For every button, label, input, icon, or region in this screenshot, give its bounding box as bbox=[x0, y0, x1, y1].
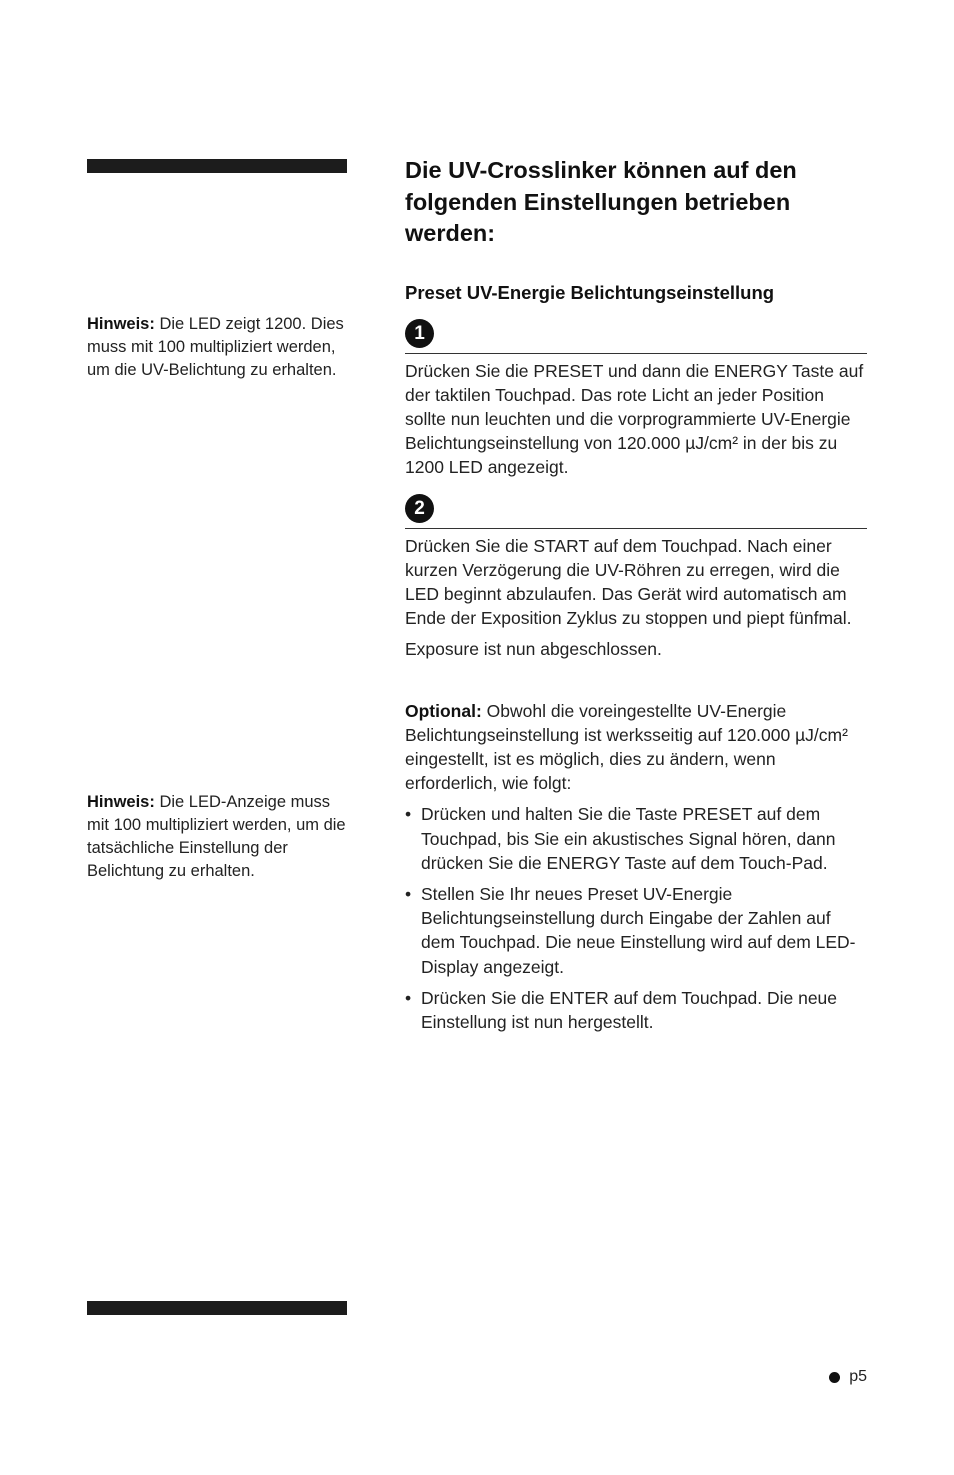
bottom-divider-bar bbox=[87, 1301, 347, 1315]
page-footer bbox=[829, 1366, 867, 1388]
completion-text: Exposure ist nun abgeschlossen. bbox=[405, 639, 662, 660]
bullet-icon: • bbox=[405, 883, 412, 904]
step-1-text: Drücken Sie die PRESET und dann die ENERGY Taste auf der taktilen Touchpad. Das rote Licht an jeder Position sollte nun leuchten und die vorprogrammierte UV-Energie Belichtungseinstellung von 120.000 µJ/cm² in der bis zu 1200 LED angezeigt. bbox=[405, 360, 864, 478]
list-item bbox=[405, 882, 867, 979]
bullet-icon: • bbox=[405, 804, 412, 825]
note-1-label: Hinweis: bbox=[87, 315, 155, 333]
step-1-number-icon: 1 bbox=[405, 319, 434, 348]
page-number: p5 bbox=[849, 1368, 867, 1385]
section-subtitle: Preset UV-Energie Belichtungseinstellung bbox=[405, 281, 775, 303]
optional-label: Optional: bbox=[405, 700, 482, 721]
note-2-label: Hinweis: bbox=[87, 793, 155, 811]
sidebar-note-1 bbox=[87, 313, 349, 382]
optional-paragraph bbox=[405, 699, 867, 796]
list-item bbox=[405, 986, 867, 1034]
main-content bbox=[405, 155, 867, 1041]
step-2-header bbox=[405, 494, 867, 529]
instructions-list bbox=[405, 802, 867, 1034]
sidebar-note-2 bbox=[87, 791, 349, 883]
list-item-text: Drücken und halten Sie die Taste PRESET auf dem Touchpad, bis Sie ein akustisches Signal hören, dann drücken Sie die ENERGY Taste auf dem Touch-Pad. bbox=[421, 804, 836, 873]
note-1-text: Die LED zeigt 1200. Dies muss mit 100 multipliziert werden, um die UV-Belichtung zu erhalten. bbox=[87, 315, 344, 379]
optional-text: Obwohl die voreingestellte UV-Energie Belichtungseinstellung ist werksseitig auf 120.000 µJ/cm² eingestellt, ist es möglich, dies zu ändern, wenn erforderlich, wie folgt: bbox=[405, 700, 848, 794]
page-dot-icon bbox=[829, 1372, 840, 1383]
step-2-text: Drücken Sie die START auf dem Touchpad. Nach einer kurzen Verzögerung die UV-Röhren zu erregen, wird die LED beginnt abzulaufen. Das Gerät wird automatisch am Ende der Exposition Zyklus zu stoppen und piept fünfmal. bbox=[405, 535, 852, 629]
top-divider-bar bbox=[87, 159, 347, 173]
step-2-number-icon: 2 bbox=[405, 494, 434, 523]
page-title: Die UV-Crosslinker können auf den folgenden Einstellungen betrieben werden: bbox=[405, 157, 797, 246]
bullet-icon: • bbox=[405, 987, 412, 1008]
list-item-text: Drücken Sie die ENTER auf dem Touchpad. Die neue Einstellung ist nun hergestellt. bbox=[421, 987, 838, 1032]
list-item bbox=[405, 802, 867, 875]
list-item-text: Stellen Sie Ihr neues Preset UV-Energie Belichtungseinstellung durch Eingabe der Zahlen auf dem Touchpad. Die neue Einstellung wird auf dem LED-Display angezeigt. bbox=[421, 883, 856, 977]
note-2-text: Die LED-Anzeige muss mit 100 multipliziert werden, um die tatsächliche Einstellung der Belichtung zu erhalten. bbox=[87, 793, 346, 880]
step-1-header bbox=[405, 319, 867, 354]
